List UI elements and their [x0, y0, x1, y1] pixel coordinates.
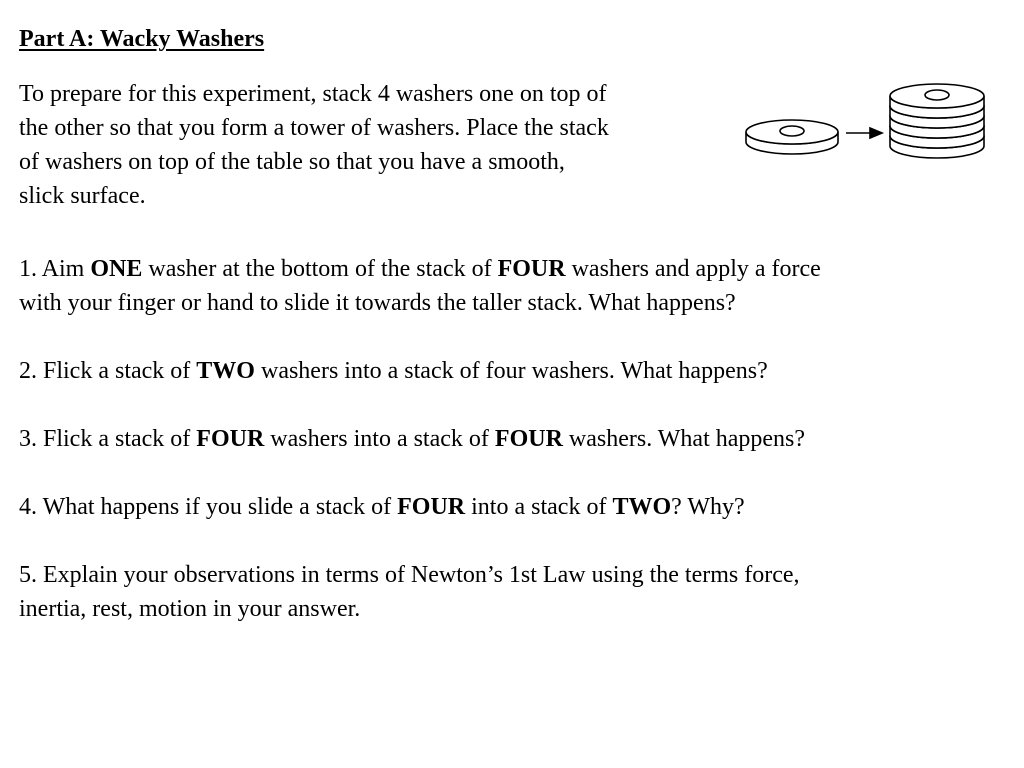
washer-stack-diagram-icon	[740, 80, 990, 170]
single-washer-icon	[746, 120, 838, 154]
question-1	[19, 252, 1009, 320]
text: ? Why?	[671, 494, 745, 520]
text: 1. Aim	[19, 256, 91, 282]
text: washers and apply a force	[565, 256, 821, 282]
intro-paragraph	[19, 77, 729, 213]
question-4-line-1	[19, 490, 1009, 524]
text: washers. What happens?	[562, 426, 806, 452]
text: into a stack of	[465, 494, 613, 520]
emphasis: FOUR	[397, 494, 466, 520]
emphasis: FOUR	[497, 256, 566, 282]
question-5-line-2: inertia, rest, motion in your answer.	[19, 596, 361, 622]
intro-line: the other so that you form a tower of washers. Place the stack	[19, 115, 609, 141]
page-title: Part A: Wacky Washers	[19, 26, 265, 52]
text: washer at the bottom of the stack of	[142, 256, 498, 282]
emphasis: TWO	[196, 358, 255, 384]
washer-stack-icon	[890, 84, 984, 158]
question-5-line-1: 5. Explain your observations in terms of Newton’s 1st Law using the terms force,	[19, 562, 800, 588]
question-2	[19, 354, 1009, 388]
question-2-line-1	[19, 354, 1009, 388]
question-1-line-1	[19, 252, 1009, 286]
emphasis: TWO	[612, 494, 672, 520]
question-1-line-2: with your finger or hand to slide it towards the taller stack. What happens?	[19, 290, 736, 316]
emphasis: FOUR	[494, 426, 563, 452]
question-3-line-1	[19, 422, 1009, 456]
text: 4. What happens if you slide a stack of	[19, 494, 398, 520]
arrow-right-icon	[846, 128, 882, 138]
emphasis: FOUR	[196, 426, 265, 452]
intro-line: slick surface.	[19, 183, 146, 209]
intro-line: of washers on top of the table so that you have a smooth,	[19, 149, 565, 175]
emphasis: ONE	[90, 256, 143, 282]
question-5	[19, 558, 1009, 626]
intro-line: To prepare for this experiment, stack 4 washers one on top of	[19, 81, 607, 107]
text: 3. Flick a stack of	[19, 426, 197, 452]
question-4	[19, 490, 1009, 524]
questions-list	[19, 252, 1009, 660]
text: washers into a stack of four washers. What happens?	[254, 358, 768, 384]
text: washers into a stack of	[264, 426, 495, 452]
text: 2. Flick a stack of	[19, 358, 197, 384]
question-3	[19, 422, 1009, 456]
